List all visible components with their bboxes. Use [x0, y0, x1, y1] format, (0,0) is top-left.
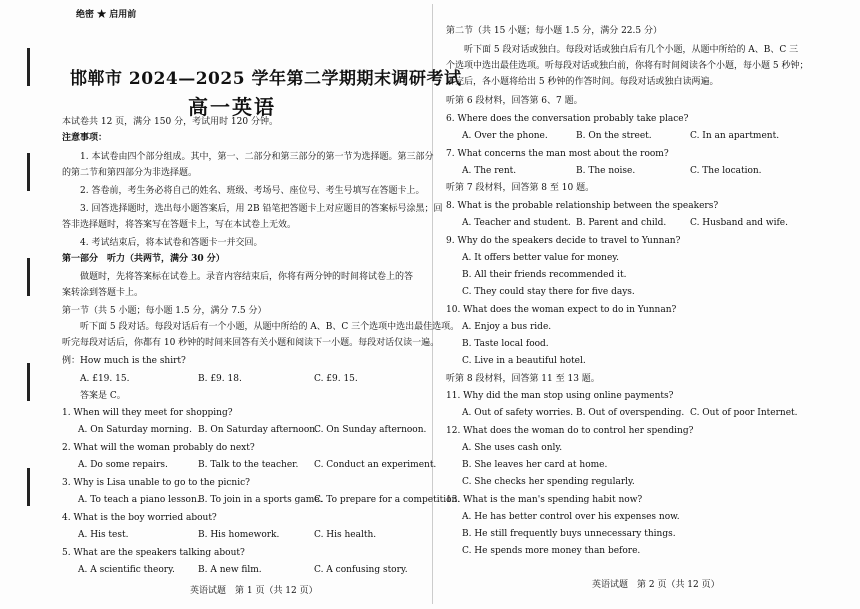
option-c: C. Husband and wife. [690, 218, 788, 228]
option-a: A. To teach a piano lesson. [78, 495, 200, 505]
question-5: 5. What are the speakers talking about? [62, 548, 245, 558]
option-c: C. Live in a beautiful hotel. [462, 356, 586, 366]
option-c: C. She checks her spending regularly. [462, 477, 635, 487]
option-b: B. His homework. [198, 530, 280, 540]
option-b: B. Parent and child. [576, 218, 667, 228]
option-c: C. On Sunday afternoon. [314, 425, 427, 435]
note-line: 4. 考试结束后，将本试卷和答题卡一并交回。 [80, 238, 263, 248]
option-b: B. The noise. [576, 166, 636, 176]
note-line: 3. 回答选择题时，选出每小题答案后，用 2B 铅笔把答题卡上对应题目的答案标号涂黑；回 [80, 204, 443, 214]
option-a: A. On Saturday morning. [78, 425, 192, 435]
option-a: A. Teacher and student. [462, 218, 571, 228]
part1-desc: 案转涂到答题卡上。 [62, 288, 144, 298]
section1-heading: 第一节（共 5 小题；每小题 1.5 分，满分 7.5 分） [62, 306, 267, 316]
option-b: B. He still frequently buys unnecessary things. [462, 529, 676, 539]
exam-intro: 本试卷共 12 页，满分 150 分，考试用时 120 分钟。 [62, 117, 278, 127]
option-a: A. She uses cash only. [462, 443, 563, 453]
option-c: C. His health. [314, 530, 377, 540]
option-c: C. They could stay there for five days. [462, 287, 635, 297]
question-12: 12. What does the woman do to control her spending? [446, 426, 694, 436]
question-11: 11. Why did the man stop using online payments? [446, 391, 674, 401]
option-c: C. Out of poor Internet. [690, 408, 798, 418]
option-a: A. His test. [78, 530, 129, 540]
question-7: 7. What concerns the man most about the room? [446, 149, 669, 159]
binding-marks [27, 48, 30, 568]
confidential-label: 绝密 ★ 启用前 [76, 10, 137, 20]
option-b: B. On Saturday afternoon. [198, 425, 318, 435]
material-6-heading: 听第 6 段材料，回答第 6、7 题。 [446, 96, 583, 106]
question-9: 9. Why do the speakers decide to travel to Yunnan? [446, 236, 681, 246]
option-a: A. It offers better value for money. [462, 253, 620, 263]
section1-desc: 听完每段对话后，你都有 10 秒钟的时间来回答有关小题和阅读下一小题。每段对话仅读一遍。 [62, 338, 440, 348]
option-a: A. A scientific theory. [78, 565, 175, 575]
page-footer: 英语试题 第 2 页（共 12 页） [592, 580, 720, 590]
note-line: 2. 答卷前，考生务必将自己的姓名、班级、考场号、座位号、考生号填写在答题卡上。 [80, 186, 425, 196]
option-b: B. On the street. [576, 131, 652, 141]
question-1: 1. When will they meet for shopping? [62, 408, 233, 418]
option-c: C. A confusing story. [314, 565, 408, 575]
option-a: A. Do some repairs. [78, 460, 168, 470]
option-c: C. He spends more money than before. [462, 546, 641, 556]
option-a: A. Out of safety worries. [462, 408, 574, 418]
part1-heading: 第一部分 听力（共两节，满分 30 分） [62, 254, 225, 264]
example-option-c: C. £9. 15. [314, 374, 358, 384]
section2-desc: 个选项中选出最佳选项。听每段对话或独白前，你将有时间阅读各个小题，每小题 5 秒钟； [446, 61, 809, 71]
option-c: C. In an apartment. [690, 131, 780, 141]
question-13: 13. What is the man's spending habit now? [446, 495, 643, 505]
example-answer: 答案是 C。 [80, 391, 126, 401]
question-4: 4. What is the boy worried about? [62, 513, 217, 523]
option-c: C. Conduct an experiment. [314, 460, 437, 470]
page-footer: 英语试题 第 1 页（共 12 页） [190, 586, 318, 596]
option-a: A. The rent. [462, 166, 517, 176]
option-c: C. The location. [690, 166, 762, 176]
note-line: 的第二节和第四部分为非选择题。 [62, 168, 198, 178]
option-b: B. Talk to the teacher. [198, 460, 299, 470]
notes-heading: 注意事项： [62, 133, 108, 143]
part1-desc: 做题时，先将答案标在试卷上。录音内容结束后，你将有两分钟的时间将试卷上的答 [80, 272, 414, 282]
question-8: 8. What is the probable relationship between the speakers? [446, 201, 719, 211]
example-option-b: B. £9. 18. [198, 374, 242, 384]
page-divider [432, 4, 433, 604]
section2-desc: 听下面 5 段对话或独白。每段对话或独白后有几个小题，从题中所给的 A、B、C 三 [464, 45, 799, 55]
section2-desc: 听完后，各小题将给出 5 秒钟的作答时间。每段对话或独白读两遍。 [446, 77, 719, 87]
note-line: 1. 本试卷由四个部分组成。其中，第一、二部分和第三部分的第一节为选择题。第三部分 [80, 152, 434, 162]
option-b: B. She leaves her card at home. [462, 460, 608, 470]
option-a: A. He has better control over his expenses now. [462, 512, 680, 522]
option-b: B. To join in a sports game. [198, 495, 323, 505]
question-2: 2. What will the woman probably do next? [62, 443, 255, 453]
question-3: 3. Why is Lisa unable to go to the picnic? [62, 478, 250, 488]
option-b: B. A new film. [198, 565, 262, 575]
note-line: 答非选择题时，将答案写在答题卡上，写在本试卷上无效。 [62, 220, 297, 230]
section1-desc: 听下面 5 段对话。每段对话后有一个小题，从题中所给的 A、B、C 三个选项中选出最佳选项。 [80, 322, 460, 332]
option-b: B. Taste local food. [462, 339, 549, 349]
material-7-heading: 听第 7 段材料，回答第 8 至 10 题。 [446, 183, 595, 193]
exam-title: 邯郸市 2024—2025 学年第二学期期末调研考试 [70, 69, 462, 89]
option-a: A. Enjoy a bus ride. [462, 322, 552, 332]
exam-subtitle: 高一英语 [188, 95, 276, 119]
question-6: 6. Where does the conversation probably take place? [446, 114, 689, 124]
option-c: C. To prepare for a competition. [314, 495, 461, 505]
example-option-a: A. £19. 15. [80, 374, 130, 384]
option-b: B. All their friends recommended it. [462, 270, 627, 280]
section2-heading: 第二节（共 15 小题；每小题 1.5 分，满分 22.5 分） [446, 26, 662, 36]
example-question: 例：How much is the shirt? [62, 356, 186, 366]
option-b: B. Out of overspending. [576, 408, 685, 418]
option-a: A. Over the phone. [462, 131, 548, 141]
question-10: 10. What does the woman expect to do in Yunnan? [446, 305, 677, 315]
material-8-heading: 听第 8 段材料，回答第 11 至 13 题。 [446, 374, 600, 384]
